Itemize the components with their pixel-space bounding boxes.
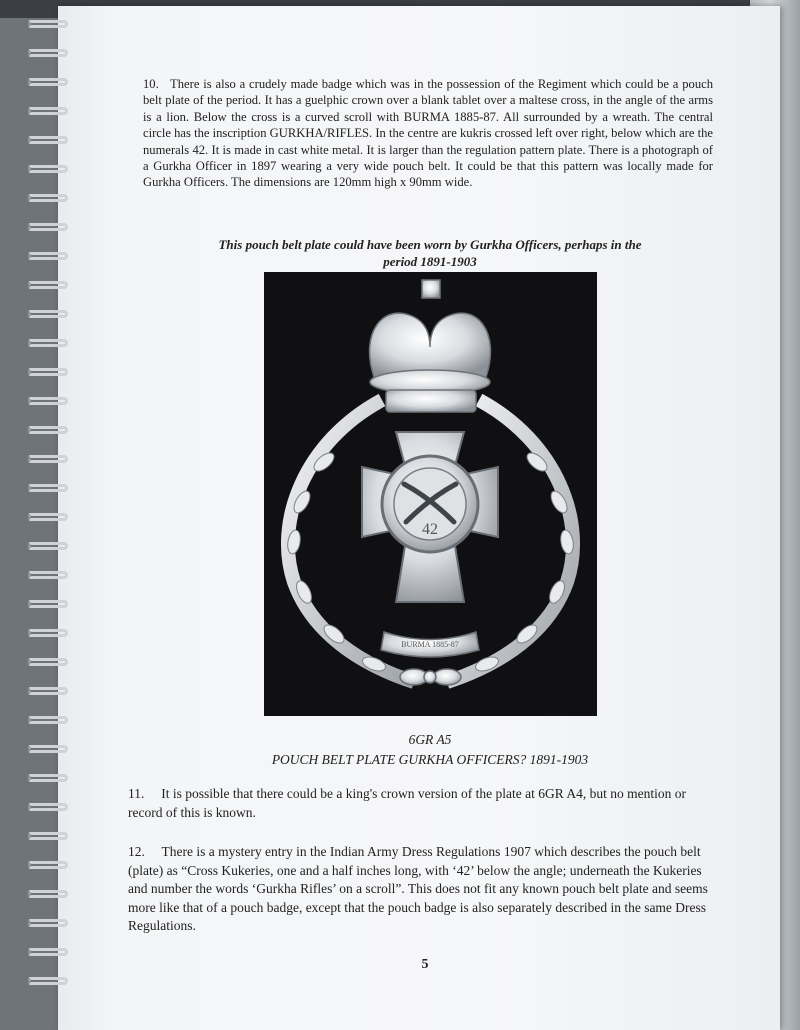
spiral-coil: [28, 397, 68, 405]
photo-caption-top: This pouch belt plate could have been worn by Gurkha Officers, perhaps in the period 1891-1903: [218, 237, 642, 269]
spiral-coil: [28, 281, 68, 289]
figure-title: POUCH BELT PLATE GURKHA OFFICERS? 1891-1903: [271, 752, 589, 767]
spiral-coil: [28, 542, 68, 550]
spiral-coil: [28, 861, 68, 869]
spiral-coil: [28, 890, 68, 898]
spiral-coil: [28, 513, 68, 521]
paragraph-12: [128, 843, 713, 936]
spiral-coil: [28, 368, 68, 376]
spiral-coil: [28, 658, 68, 666]
paragraph-11: [128, 784, 713, 822]
spiral-coil: [28, 252, 68, 260]
badge-photo: [264, 272, 597, 716]
spiral-coil: [28, 223, 68, 231]
spiral-coil: [28, 832, 68, 840]
spiral-coil: [28, 745, 68, 753]
paragraph-10-text: There is also a crudely made badge which was in the possession of the Regiment which could be a pouch belt plate of the period. It has a guelphic crown over a blank tablet over a maltese cross, in the angle of the arms is a lion. Below the cross is a curved scroll with BURMA 1885-87. All surrounded by a wreath. The central circle has the inscription GURKHA/RIFLES. In the centre are kukris crossed left over right, below which are the numerals 42. It is made in cast white metal. It is larger than the regulation pattern plate. There is a photograph of a Gurkha Officer in 1897 wearing a very wide pouch belt. It could be that this pattern was locally made for Gurkha Officers. The dimensions are 120mm high x 90mm wide.: [143, 77, 714, 190]
paragraph-12-text: There is a mystery entry in the Indian Army Dress Regulations 1907 which describes the pouch belt (plate) as “Cross Kukeries, one and a half inches long, with ‘42’ below the angle; underneath the Kukeries and number the words ‘Gurkha Rifles’ on a scroll”. This does not fit any known pouch belt plate and seems more like that of a pouch badge, except that the pouch badge is also separately described in the same Dress Regulations.: [128, 844, 708, 933]
badge-number: 42: [422, 521, 438, 538]
scroll-text: BURMA 1885-87: [401, 640, 459, 649]
figure-reference: 6GR A5: [408, 732, 452, 747]
spiral-coil: [28, 571, 68, 579]
spiral-coil: [28, 716, 68, 724]
spiral-coil: [28, 687, 68, 695]
spiral-coil: [28, 803, 68, 811]
spiral-coil: [28, 919, 68, 927]
spiral-coil: [28, 600, 68, 608]
spiral-coil: [28, 78, 68, 86]
spiral-coil: [28, 107, 68, 115]
spiral-coil: [28, 948, 68, 956]
paragraph-12-number: 12.: [128, 844, 145, 859]
spiral-coil: [28, 455, 68, 463]
page-number: 5: [421, 957, 429, 972]
spiral-coil: [28, 426, 68, 434]
paragraph-10-number: 10.: [143, 77, 159, 91]
spiral-coil: [28, 339, 68, 347]
spiral-coil: [28, 194, 68, 202]
wreath-bow: [400, 669, 461, 685]
spiral-coil: [28, 49, 68, 57]
spiral-coil: [28, 136, 68, 144]
spiral-coil: [28, 629, 68, 637]
pouch-belt-plate-image: [264, 272, 597, 716]
spiral-binding: [28, 20, 78, 1020]
spiral-coil: [28, 774, 68, 782]
paragraph-11-text: It is possible that there could be a king's crown version of the plate at 6GR A4, but no mention or record of this is known.: [128, 786, 686, 820]
spiral-coil: [28, 310, 68, 318]
paragraph-11-number: 11.: [128, 786, 145, 801]
paragraph-10: [143, 76, 713, 191]
figure-caption: [180, 730, 680, 770]
spiral-coil: [28, 977, 68, 985]
spiral-coil: [28, 20, 68, 28]
spiral-coil: [28, 484, 68, 492]
spiral-coil: [28, 165, 68, 173]
crown: [370, 280, 491, 412]
